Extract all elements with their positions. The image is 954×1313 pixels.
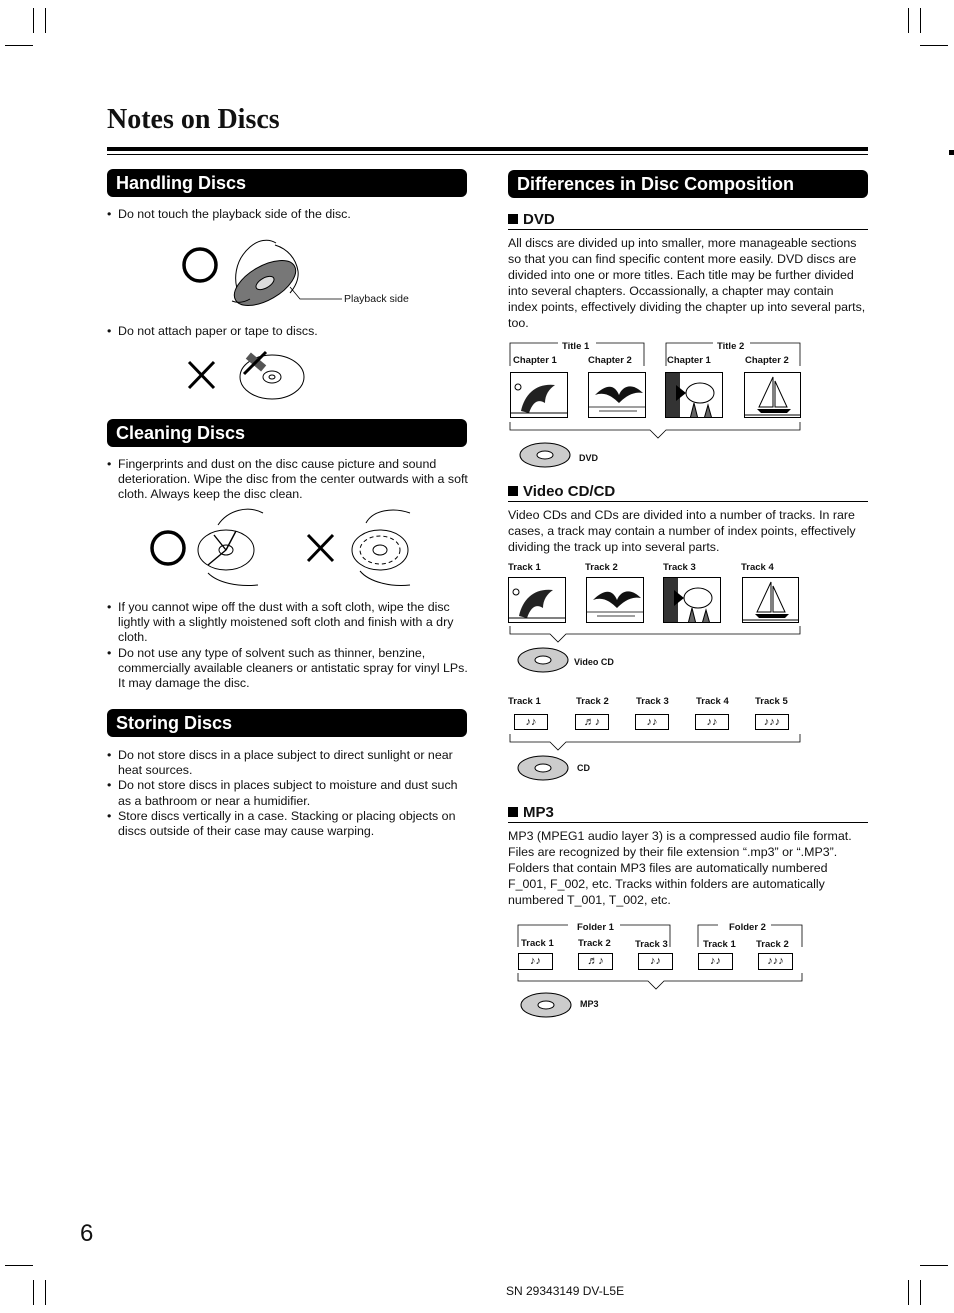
title-rule-thin xyxy=(107,154,868,155)
storing-list xyxy=(107,748,469,839)
music-note-icon: ♬♪ xyxy=(578,953,613,970)
crop-mark xyxy=(920,45,948,46)
page-title: Notes on Discs xyxy=(107,104,280,135)
music-note-icon: ♪♪ xyxy=(695,714,729,730)
dvd-chapter-label: Chapter 1 xyxy=(667,355,711,366)
list-item: • Do not use any type of solvent such as thinner, benzine, commercially available cleaners or antistatic spray for vinyl LPs. It may damage the disc. xyxy=(107,646,469,692)
vcd-heading: Video CD/CD xyxy=(508,483,868,502)
cd-track-label: Track 3 xyxy=(636,696,669,707)
vcd-structure-diagram xyxy=(508,622,808,677)
crop-mark xyxy=(920,1265,948,1266)
handling-list-2 xyxy=(107,324,469,339)
crop-mark xyxy=(5,1265,33,1266)
music-note-icon: ♪♪♪ xyxy=(755,714,789,730)
mp3-disc-label: MP3 xyxy=(580,999,599,1009)
music-note-icon: ♪♪ xyxy=(518,953,553,970)
bird-thumbnail xyxy=(588,372,646,418)
disc-wiping-circular-icon xyxy=(352,510,410,585)
cd-structure-diagram xyxy=(508,730,808,785)
cd-track-label: Track 5 xyxy=(755,696,788,707)
sailboat-thumbnail xyxy=(744,372,801,418)
circle-ok-icon xyxy=(152,532,184,564)
list-item: • Store discs vertically in a case. Stacking or placing objects on discs outside of their case may cause warping. xyxy=(107,809,469,839)
circle-ok-icon xyxy=(184,249,216,281)
disc-wiping-outward-icon xyxy=(198,509,263,585)
crop-mark xyxy=(908,8,909,33)
leader-line xyxy=(290,287,342,299)
fish-thumbnail xyxy=(665,372,723,418)
square-bullet-icon xyxy=(508,486,518,496)
cross-ng-icon xyxy=(189,362,214,388)
vcd-track-label: Track 3 xyxy=(663,562,696,573)
crop-mark xyxy=(920,1280,921,1305)
cd-track-label: Track 4 xyxy=(696,696,729,707)
bird-thumbnail xyxy=(586,577,644,623)
list-item: • Do not attach paper or tape to discs. xyxy=(107,324,469,339)
tape-illustration xyxy=(186,350,316,405)
disc-icon xyxy=(518,756,568,780)
video-cd-disc-label: Video CD xyxy=(574,657,614,667)
music-note-icon: ♪♪♪ xyxy=(758,953,793,970)
vcd-track-label: Track 4 xyxy=(741,562,774,573)
list-item: • Do not store discs in places subject to moisture and dust such as a bathroom or near a humidifier. xyxy=(107,778,469,808)
vcd-track-label: Track 1 xyxy=(508,562,541,573)
crop-mark xyxy=(949,150,954,155)
list-item: • Do not store discs in a place subject to direct sunlight or near heat sources. xyxy=(107,748,469,778)
mp3-track-label: Track 3 xyxy=(635,939,668,950)
crop-mark xyxy=(908,1280,909,1305)
mp3-track-label: Track 2 xyxy=(578,938,611,949)
dvd-title-2: Title 2 xyxy=(717,341,745,352)
cleaning-illustration xyxy=(148,505,418,595)
list-item: • Do not touch the playback side of the disc. xyxy=(107,207,469,222)
fish-thumbnail xyxy=(663,577,721,623)
cross-ng-icon xyxy=(308,535,333,561)
mp3-track-label: Track 1 xyxy=(521,938,554,949)
dolphin-thumbnail xyxy=(510,372,568,418)
cleaning-list-2 xyxy=(107,600,469,691)
crop-mark xyxy=(33,8,34,33)
cd-disc-label: CD xyxy=(577,763,590,773)
dvd-heading: DVD xyxy=(508,211,868,230)
mp3-track-label: Track 2 xyxy=(756,939,789,950)
music-note-icon: ♪♪ xyxy=(698,953,733,970)
crop-mark xyxy=(45,1280,46,1305)
disc-icon xyxy=(521,993,571,1017)
dvd-text: All discs are divided up into smaller, more manageable sections so that you can find specific content more easily. DVD discs are divided into one or more titles. Each title may be further divided into several chapters. Occassionally, a chapter may contain index points, effectively dividing the chapter up into several parts, too. xyxy=(508,236,866,330)
list-item: • Fingerprints and dust on the disc cause picture and sound deterioration. Wipe the disc from the center outwards with a soft cloth. Always keep the disc clean. xyxy=(107,457,469,503)
page-number: 6 xyxy=(80,1220,94,1247)
title-rule xyxy=(107,147,868,151)
square-bullet-icon xyxy=(508,807,518,817)
mp3-text: MP3 (MPEG1 audio layer 3) is a compressed audio file format. Files are recognized by their file extension “.mp3” or “.MP3”. Folders that contain MP3 files are automatically numbered F_001, F_002, etc. Tracks within folders are automatically numbered T_001, T_002, etc. xyxy=(508,829,852,907)
handling-header: Handling Discs xyxy=(107,169,467,197)
dvd-chapter-label: Chapter 1 xyxy=(513,355,557,366)
crop-mark xyxy=(45,8,46,33)
music-note-icon: ♪♪ xyxy=(638,953,673,970)
music-note-icon: ♪♪ xyxy=(635,714,669,730)
cd-track-label: Track 2 xyxy=(576,696,609,707)
differences-header: Differences in Disc Composition xyxy=(508,170,868,198)
mp3-heading: MP3 xyxy=(508,804,868,823)
crop-mark xyxy=(33,1280,34,1305)
crop-mark xyxy=(5,45,33,46)
sailboat-thumbnail xyxy=(742,577,799,623)
dvd-disc-label: DVD xyxy=(579,453,599,463)
hand-holding-disc-icon xyxy=(227,240,303,314)
music-note-icon: ♪♪ xyxy=(514,714,548,730)
list-item: • If you cannot wipe off the dust with a soft cloth, wipe the disc lightly with a slightly moistened soft cloth and finish with a dry cloth. xyxy=(107,600,469,646)
dolphin-thumbnail xyxy=(508,577,566,623)
mp3-folder-2: Folder 2 xyxy=(729,922,766,933)
vcd-track-label: Track 2 xyxy=(585,562,618,573)
footer-code: SN 29343149 DV-L5E xyxy=(506,1284,625,1298)
music-note-icon: ♬♪ xyxy=(575,714,609,730)
playback-side-label: Playback side xyxy=(344,293,409,305)
square-bullet-icon xyxy=(508,214,518,224)
cleaning-header: Cleaning Discs xyxy=(107,419,467,447)
dvd-chapter-label: Chapter 2 xyxy=(588,355,632,366)
vcd-text: Video CDs and CDs are divided into a number of tracks. In rare cases, a track may contain a number of index points, effectively dividing the track up into several parts. xyxy=(508,508,856,554)
dvd-chapter-label: Chapter 2 xyxy=(745,355,789,366)
mp3-track-label: Track 1 xyxy=(703,939,736,950)
mp3-folder-1: Folder 1 xyxy=(577,922,614,933)
cleaning-list-1 xyxy=(107,457,469,503)
cd-track-label: Track 1 xyxy=(508,696,541,707)
dvd-title-1: Title 1 xyxy=(562,341,590,352)
storing-header: Storing Discs xyxy=(107,709,467,737)
disc-icon xyxy=(518,648,568,672)
disc-icon xyxy=(520,443,570,467)
handling-list-1 xyxy=(107,207,469,222)
crop-mark xyxy=(920,8,921,33)
